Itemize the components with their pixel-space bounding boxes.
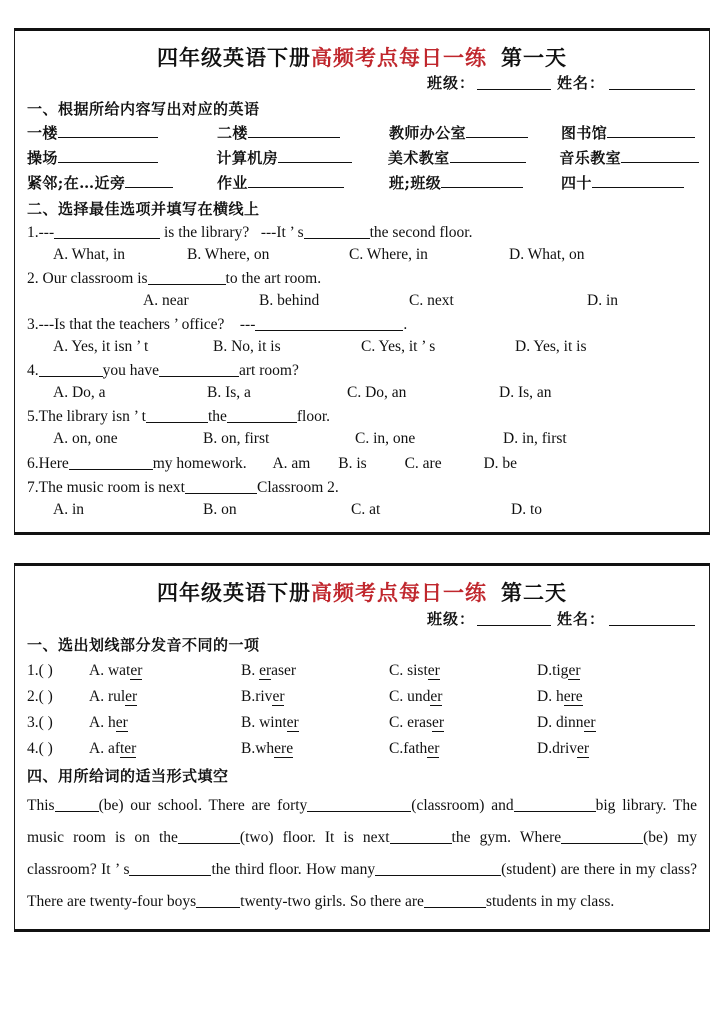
question-text: art room? xyxy=(239,362,299,380)
option-b[interactable]: B. No, it is xyxy=(213,338,281,356)
answer-blank[interactable] xyxy=(307,798,411,812)
question-text: Classroom 2. xyxy=(257,479,339,497)
vocab-term: 作业 xyxy=(217,174,248,193)
question-number[interactable]: 3.( ) xyxy=(27,713,53,731)
vocab-blank[interactable] xyxy=(278,148,352,163)
question-text: . xyxy=(403,316,408,334)
vocab-term: 操场 xyxy=(27,149,58,168)
question-stem xyxy=(27,407,699,428)
vocab-blank[interactable] xyxy=(248,123,340,138)
answer-blank[interactable] xyxy=(54,225,160,239)
option-d[interactable]: D. dinner xyxy=(537,713,596,731)
vocab-blank[interactable] xyxy=(592,173,684,188)
section-one-heading: 一、根据所给内容写出对应的英语 xyxy=(27,100,260,119)
question-stem xyxy=(27,223,699,244)
vocab-cell xyxy=(561,122,699,143)
answer-blank[interactable] xyxy=(129,862,211,876)
vocab-blank[interactable] xyxy=(58,123,158,138)
paragraph-text: (be) our school. There are forty xyxy=(98,797,308,815)
option-b[interactable]: B. Is, a xyxy=(207,384,251,402)
title-prefix: 四年级英语下册 xyxy=(157,45,311,70)
question-stem xyxy=(27,478,699,499)
option-b[interactable]: B. on xyxy=(203,501,237,519)
title-day: 第一天 xyxy=(501,45,567,70)
title-highlight: 高频考点每日一练 xyxy=(311,580,487,606)
option-c[interactable]: C. Yes, it ’ s xyxy=(361,338,436,356)
option-c[interactable]: C. eraser xyxy=(389,713,445,731)
title-day: 第二天 xyxy=(501,580,567,606)
worksheet-day-two xyxy=(14,563,710,932)
question-number[interactable]: 4.( ) xyxy=(27,740,53,758)
vocab-blank[interactable] xyxy=(248,173,344,188)
option-c[interactable]: C. are xyxy=(404,454,442,472)
page-title-day-two xyxy=(25,580,699,605)
vocab-row xyxy=(27,147,699,168)
vocab-blank[interactable] xyxy=(441,173,523,188)
option-a[interactable]: A. on, one xyxy=(53,430,118,448)
vocab-blank[interactable] xyxy=(621,148,699,163)
paragraph-text: students in my class. xyxy=(485,892,615,910)
question-text: Is that the teachers ’ office? xyxy=(54,316,225,334)
vocab-term: 美术教室 xyxy=(387,149,450,168)
answer-blank[interactable] xyxy=(69,456,153,470)
paragraph-text: This xyxy=(27,797,55,815)
option-row xyxy=(25,429,699,449)
question-text: Here xyxy=(38,454,69,472)
option-c[interactable]: C. Do, an xyxy=(347,384,407,402)
vocab-cell xyxy=(27,147,216,168)
section-four-heading: 四、用所给词的适当形式填空 xyxy=(27,767,229,786)
option-c[interactable]: C. at xyxy=(351,501,381,519)
title-prefix: 四年级英语下册 xyxy=(157,580,311,606)
name-label: 姓名： xyxy=(556,609,605,628)
option-a[interactable]: A. her xyxy=(89,713,128,731)
paragraph-text: (two) floor. It is next xyxy=(239,829,390,846)
vocab-term: 二楼 xyxy=(217,124,248,143)
option-a[interactable]: A. Yes, it isn ’ t xyxy=(53,338,149,356)
option-row xyxy=(25,245,699,265)
question-number: 3.--- xyxy=(27,316,55,334)
vocab-cell xyxy=(217,172,389,193)
pronunciation-row xyxy=(27,661,699,681)
question-text: to the art room. xyxy=(225,270,322,288)
option-d[interactable]: D. in, first xyxy=(503,430,567,448)
student-id-line-day-one xyxy=(25,72,695,93)
option-d[interactable]: D.tiger xyxy=(537,661,581,679)
vocab-cell xyxy=(559,147,699,168)
question-number: 2. xyxy=(27,270,39,288)
vocab-cell xyxy=(27,172,217,193)
worksheet-day-one xyxy=(14,28,710,535)
class-blank[interactable] xyxy=(477,625,551,626)
question-number[interactable]: 1.( ) xyxy=(27,661,53,679)
paragraph-text: (classroom) and xyxy=(411,797,514,815)
question-text: the second floor. xyxy=(369,224,473,242)
option-c[interactable]: C. under xyxy=(389,687,443,705)
vocab-term: 一楼 xyxy=(27,124,58,143)
question-text: --- xyxy=(239,316,256,334)
question-text: The music room is next xyxy=(38,479,185,497)
question-text: ---It ’ s xyxy=(260,224,304,242)
question-number: 4. xyxy=(27,362,39,380)
option-d[interactable]: D. What, on xyxy=(509,246,585,264)
option-b[interactable]: B.where xyxy=(241,740,294,758)
option-b[interactable]: B. Where, on xyxy=(187,246,270,264)
option-c[interactable]: C.father xyxy=(389,740,440,758)
question-number: 7. xyxy=(27,479,39,497)
option-row xyxy=(25,500,699,520)
question-stem xyxy=(27,454,699,475)
question-text: the xyxy=(207,408,227,426)
answer-blank[interactable] xyxy=(55,798,99,812)
option-row xyxy=(25,383,699,403)
question-text: is the library? xyxy=(164,224,250,242)
answer-blank[interactable] xyxy=(146,409,208,423)
vocab-row xyxy=(27,172,699,193)
answer-blank[interactable] xyxy=(196,894,240,908)
question-text: my homework. xyxy=(152,454,247,472)
fill-in-paragraph xyxy=(27,790,697,917)
option-b[interactable]: B. on, first xyxy=(203,430,270,448)
vocab-row xyxy=(27,122,699,143)
option-d[interactable]: D. to xyxy=(511,501,542,519)
option-d[interactable]: D. Yes, it is xyxy=(515,338,587,356)
answer-blank[interactable] xyxy=(185,480,257,494)
pronunciation-section-heading: 一、选出划线部分发音不同的一项 xyxy=(27,635,260,654)
question-stem xyxy=(27,315,699,336)
option-a[interactable]: A. am xyxy=(272,454,311,472)
answer-blank[interactable] xyxy=(148,271,226,285)
vocab-blank[interactable] xyxy=(125,173,173,188)
answer-blank[interactable] xyxy=(304,225,370,239)
option-a[interactable]: A. after xyxy=(89,740,137,758)
answer-blank[interactable] xyxy=(178,830,240,844)
vocab-blank[interactable] xyxy=(607,123,695,138)
option-d[interactable]: D. Is, an xyxy=(499,384,552,402)
vocab-cell xyxy=(216,147,387,168)
vocab-term: 四十 xyxy=(561,174,592,193)
class-label: 班级： xyxy=(426,609,475,628)
option-a[interactable]: A. near xyxy=(143,292,189,310)
vocab-cell xyxy=(27,122,217,143)
vocab-blank[interactable] xyxy=(450,148,526,163)
paragraph-text: the third floor. How many xyxy=(211,860,376,878)
question-number: 5. xyxy=(27,408,39,426)
vocab-cell xyxy=(561,172,699,193)
paragraph-text: twenty-two girls. So there are xyxy=(240,892,424,910)
pronunciation-row xyxy=(27,713,699,733)
answer-blank[interactable] xyxy=(514,798,596,812)
option-c[interactable]: C. sister xyxy=(389,661,440,679)
question-text: you have xyxy=(102,362,160,380)
paragraph-text: big library. The music room is on the xyxy=(27,797,697,846)
class-blank[interactable] xyxy=(477,89,551,90)
option-a[interactable]: A. ruler xyxy=(89,687,138,705)
student-id-line-day-two xyxy=(25,608,695,629)
option-b[interactable]: B.river xyxy=(241,687,285,705)
pronunciation-row xyxy=(27,739,699,759)
vocab-cell xyxy=(389,122,561,143)
option-d[interactable]: D.driver xyxy=(537,740,590,758)
vocab-cell xyxy=(389,172,561,193)
option-c[interactable]: C. in, one xyxy=(355,430,416,448)
page-title-day-one xyxy=(25,45,699,70)
title-highlight: 高频考点每日一练 xyxy=(311,45,487,70)
question-text: floor. xyxy=(296,408,331,426)
paragraph-text: the gym. Where xyxy=(451,829,562,846)
answer-blank[interactable] xyxy=(390,830,452,844)
vocab-cell xyxy=(388,147,559,168)
option-a[interactable]: A. water xyxy=(89,661,143,679)
option-d[interactable]: D. here xyxy=(537,687,583,705)
vocab-term: 班;班级 xyxy=(389,174,442,193)
answer-blank[interactable] xyxy=(255,317,403,331)
answer-blank[interactable] xyxy=(39,363,103,377)
paragraph-text: (student) are there in my class? There are twenty-four boys xyxy=(27,860,698,910)
option-a[interactable]: A. Do, a xyxy=(53,384,106,402)
vocab-term: 教师办公室 xyxy=(389,124,467,143)
answer-blank[interactable] xyxy=(561,830,643,844)
paragraph-text: (be) my classroom? It ’ s xyxy=(27,829,697,878)
question-number: 1.--- xyxy=(27,224,55,242)
vocab-term: 计算机房 xyxy=(216,149,279,168)
pronunciation-row xyxy=(27,687,699,707)
option-a[interactable]: A. in xyxy=(53,501,84,519)
option-d[interactable]: D. be xyxy=(483,454,518,472)
question-stem xyxy=(27,269,699,290)
question-number[interactable]: 2.( ) xyxy=(27,687,53,705)
option-row xyxy=(25,337,699,357)
vocab-blank[interactable] xyxy=(58,148,158,163)
vocab-term: 图书馆 xyxy=(561,124,608,143)
answer-blank[interactable] xyxy=(375,862,501,876)
option-b[interactable]: B. winter xyxy=(241,713,299,731)
vocab-cell xyxy=(217,122,389,143)
question-stem xyxy=(27,361,699,382)
question-text: Our classroom is xyxy=(42,270,148,288)
option-c[interactable]: C. Where, in xyxy=(349,246,428,264)
name-blank[interactable] xyxy=(609,625,695,626)
answer-blank[interactable] xyxy=(227,409,297,423)
vocab-blank[interactable] xyxy=(466,123,528,138)
question-number: 6. xyxy=(27,454,39,472)
question-text: The library isn ’ t xyxy=(38,408,146,426)
option-b[interactable]: B. eraser xyxy=(241,661,297,679)
vocab-term: 音乐教室 xyxy=(559,149,621,168)
option-d[interactable]: D. in xyxy=(587,292,618,310)
option-b[interactable]: B. is xyxy=(338,454,367,472)
section-two-heading: 二、选择最佳选项并填写在横线上 xyxy=(27,200,260,219)
option-b[interactable]: B. behind xyxy=(259,292,320,310)
option-c[interactable]: C. next xyxy=(409,292,454,310)
class-label: 班级： xyxy=(426,74,475,93)
option-a[interactable]: A. What, in xyxy=(53,246,126,264)
name-blank[interactable] xyxy=(609,89,695,90)
answer-blank[interactable] xyxy=(424,894,486,908)
option-row xyxy=(25,291,699,311)
name-label: 姓名： xyxy=(556,74,605,93)
vocab-term: 紧邻;在…近旁 xyxy=(27,174,126,193)
answer-blank[interactable] xyxy=(159,363,239,377)
